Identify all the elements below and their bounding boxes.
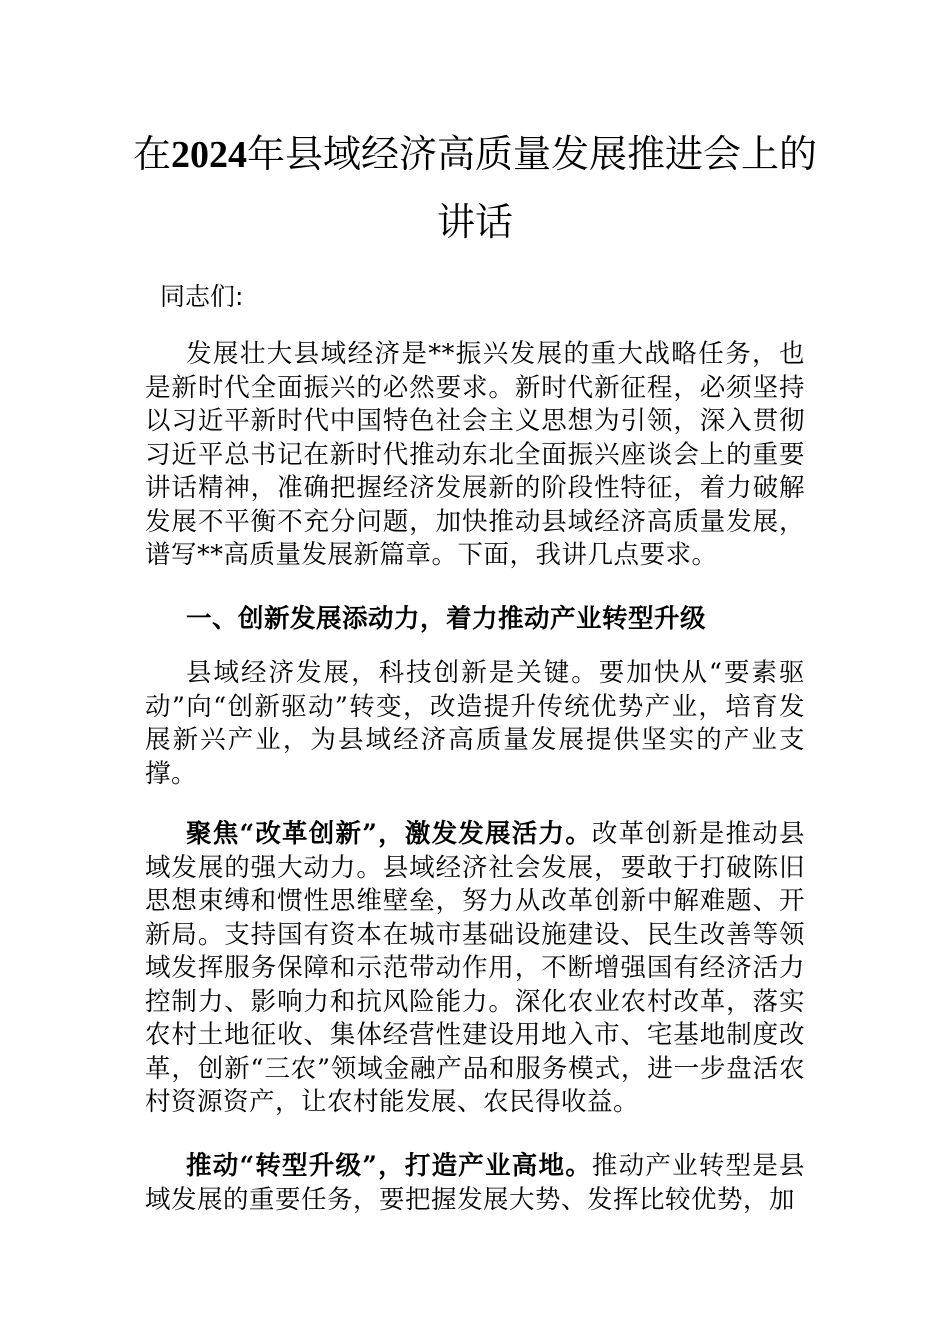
paragraph-text: 推动产业转型是县域发展的重要任务，要把握发展大势、发挥比较优势，加 <box>145 1151 805 1215</box>
document-title-line-2: 讲话 <box>436 200 513 244</box>
paragraph-lead: 聚焦“改革创新”，激发发展活力。 <box>186 819 592 849</box>
title-prefix: 在 <box>132 132 171 176</box>
title-rest: 年县域经济高质量发展推进会上的 <box>247 132 818 176</box>
paragraph-reform <box>145 818 805 1120</box>
paragraph-lead: 推动“转型升级”，打造产业高地。 <box>186 1151 592 1181</box>
title-year: 2024 <box>171 134 247 176</box>
section-heading: 一、创新发展添动力，着力推动产业转型升级 <box>186 604 707 634</box>
paragraph-section-intro <box>145 657 805 791</box>
greeting: 同志们: <box>160 282 244 311</box>
paragraph-intro <box>145 338 805 573</box>
paragraph-transformation <box>145 1150 805 1217</box>
paragraph-text: 县域经济发展，科技创新是关键。要加快从“要素驱动”向“创新驱动”转变，改造提升传统优势产业，培育发展新兴产业，为县域经济高质量发展提供坚实的产业支撑。 <box>145 658 805 789</box>
paragraph-text: 改革创新是推动县域发展的强大动力。县域经济社会发展，要敢于打破陈旧思想束缚和惯性思维壁垒，努力从改革创新中解难题、开新局。支持国有资本在城市基础设施建设、民生改善等领域发挥服务保障和示范带动作用，不断增强国有经济活力控制力、影响力和抗风险能力。深化农业农村改革，落实农村土地征收、集体经营性建设用地入市、宅基地制度改革，创新“三农”领域金融产品和服务模式，进一步盘活农村资源资产，让农村能发展、农民得收益。 <box>145 819 805 1117</box>
document-title-line-1 <box>100 130 850 179</box>
paragraph-text: 发展壮大县域经济是**振兴发展的重大战略任务，也是新时代全面振兴的必然要求。新时代新征程，必须坚持以习近平新时代中国特色社会主义思想为引领，深入贯彻习近平总书记在新时代推动东北全面振兴座谈会上的重要讲话精神，准确把握经济发展新的阶段性特征，着力破解发展不平衡不充分问题，加快推动县域经济高质量发展，谱写**高质量发展新篇章。下面，我讲几点要求。 <box>145 339 805 570</box>
